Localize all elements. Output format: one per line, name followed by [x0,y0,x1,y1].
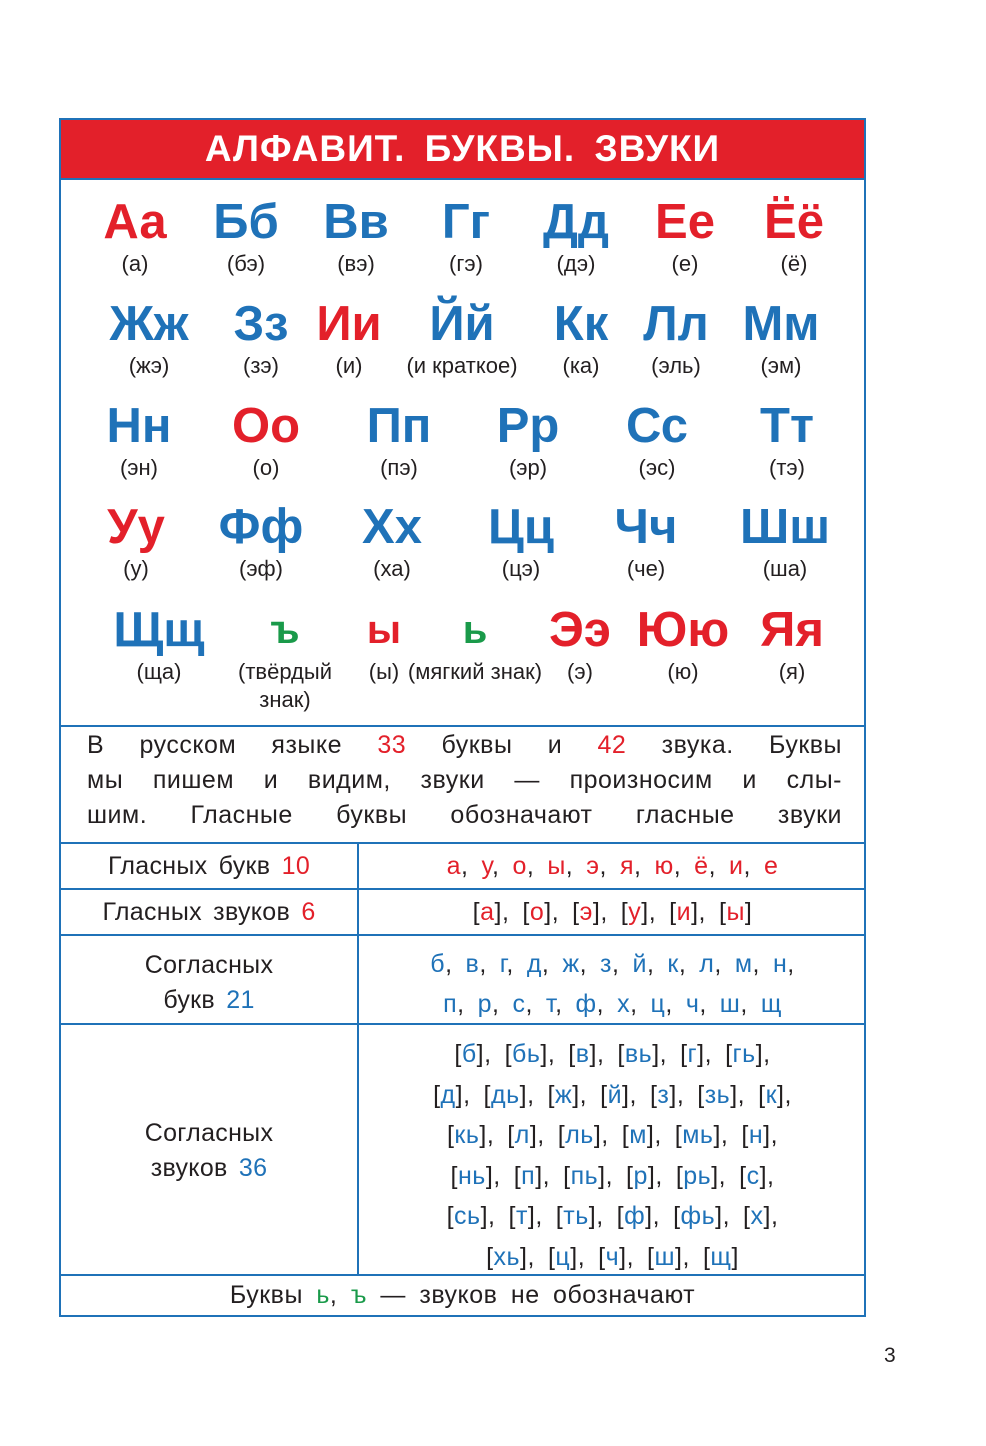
letter-glyph: Юю [636,603,730,657]
letter-item: ш [719,990,741,1018]
letter-item: д [526,950,542,978]
vowel-letters-list: а, у, о, ы, э, я, ю, ё, и, е [446,852,779,880]
letter-item: г [499,950,507,978]
alphabet-letter [339,398,459,482]
letter-item: б [430,950,446,978]
divider [61,888,864,890]
letter-glyph: ь [462,608,488,652]
letter-glyph: Йй [429,297,495,351]
letter-glyph: Шш [739,500,831,554]
letter-name: (че) [626,556,666,581]
letter-name: (ша) [762,556,808,581]
letter-item: о [512,852,527,880]
letter-item: ц [650,990,666,1018]
sound-item: х [750,1202,764,1230]
letter-name: (и краткое) [406,353,518,378]
letter-glyph: Бб [213,195,279,249]
letter-glyph: Кк [553,297,609,351]
alphabet-letter [289,296,409,380]
letter-item: р [477,990,492,1018]
letter-item: а [446,852,462,880]
letter-name: (эм) [760,353,802,378]
sound-item: в [575,1040,590,1068]
letter-glyph: Рр [496,399,560,453]
sounds-count: 42 [597,731,627,759]
sound-item: ч [605,1242,620,1271]
letter-name: (эф) [239,556,283,581]
info-text-part: В русском языке [87,731,343,759]
letter-name: (ка) [562,353,600,378]
letter-item: з [600,950,613,978]
divider [61,934,864,936]
letter-name: (бэ) [226,251,266,276]
letter-glyph: Мм [742,297,820,351]
letter-glyph: Чч [614,500,678,554]
letter-glyph: Тт [760,399,814,453]
letter-item: т [545,990,556,1018]
info-text-part: буквы и [441,731,563,759]
alphabet-letter [332,499,452,583]
footer-note: Буквы ь, ъ — звуков не обозначают [229,1281,696,1309]
sound-item: з [657,1080,670,1109]
sound-item: б [461,1040,477,1068]
letter-glyph: Жж [109,297,189,351]
list-line: [нь], [п], [пь], [р], [рь], [с], [450,1161,775,1190]
letter-name: (эн) [119,455,159,480]
letter-name: (а) [121,251,149,276]
list-line: [сь], [т], [ть], [ф], [фь], [х], [446,1202,779,1230]
sound-item: сь [454,1202,481,1230]
letter-name: (эр) [508,455,548,480]
letter-name: (и) [335,353,363,378]
alphabet-letter [89,296,209,380]
sound-item: а [480,898,495,926]
sound-item: г [687,1040,698,1068]
alphabet-letter [402,296,522,380]
letter-glyph: Вв [323,195,389,249]
letter-glyph: ы [366,608,402,652]
list-line: [б], [бь], [в], [вь], [г], [гь], [454,1040,771,1068]
letter-glyph: Щщ [113,603,205,657]
sound-item: ы [726,898,745,926]
letter-name: (тэ) [769,455,805,480]
alphabet-letter [616,296,736,380]
letter-name: (дэ) [556,251,596,276]
sound-item: н [748,1121,764,1149]
sound-item: у [628,898,642,926]
letter-name: (зэ) [243,353,279,378]
letter-glyph: Ии [316,297,382,351]
sound-item: с [746,1161,760,1190]
alphabet-letter [597,398,717,482]
list-line: [кь], [л], [ль], [м], [мь], [н], [446,1121,779,1149]
alphabet-letter [79,398,199,482]
letter-item: п [443,990,458,1018]
sound-item: вь [624,1040,653,1068]
letter-item: и [729,852,744,880]
divider [61,842,864,844]
sound-item: й [607,1080,623,1109]
alphabet-letter [732,602,852,686]
letter-item: ы [547,852,566,880]
letter-name: (ю) [667,659,699,684]
letter-name: (мягкий знак) [407,659,543,684]
letter-name: (твёрдый знак) [238,659,332,712]
letter-name: (жэ) [128,353,170,378]
info-text [87,728,842,833]
letter-name: (э) [567,659,593,684]
sound-item: ль [565,1121,594,1149]
alphabet-letter [99,602,219,686]
poster-title: АЛФАВИТ. БУКВЫ. ЗВУКИ [61,120,864,180]
consonant-letters-label: Согласных букв 21 [144,951,274,1014]
sound-item: кь [454,1121,480,1149]
letter-item: й [632,950,647,978]
letter-name: (гэ) [449,251,483,276]
info-text-part: звука. Буквы [661,731,843,759]
list-line: п, р, с, т, ф, х, ц, ч, ш, щ [443,990,782,1018]
alphabet-letter [520,602,640,686]
letter-glyph: Ээ [549,603,611,657]
sound-item: фь [680,1202,716,1230]
sound-item: и [676,898,692,926]
sound-item: дь [490,1080,520,1109]
vowel-sounds-label: Гласных звуков 6 [102,898,316,926]
alphabet-letter [296,194,416,278]
alphabet-letter [721,296,841,380]
letter-glyph: Яя [760,603,824,657]
alphabet-letter [75,194,195,278]
vowel-letters-label: Гласных букв 10 [107,852,311,880]
sound-item: д [440,1080,456,1109]
letter-name: (е) [671,251,699,276]
alphabet-letter [201,499,321,583]
alphabet-letter [461,499,581,583]
letter-name: (у) [123,556,149,581]
letter-name: (о) [252,455,280,480]
letter-item: х [617,990,631,1018]
sound-item: ц [555,1242,571,1271]
consonant-sounds-list [359,1034,866,1277]
sound-item: ть [563,1202,589,1230]
alphabet-letter [625,194,745,278]
letter-name: (цэ) [501,556,541,581]
letter-item: ч [685,990,700,1018]
sound-item: м [629,1121,647,1149]
letter-name: (эс) [638,455,676,480]
letter-glyph: Цц [488,500,554,554]
sound-item: пь [570,1161,599,1190]
sound-item: л [514,1121,530,1149]
letter-item: л [699,950,715,978]
sound-item: нь [457,1161,486,1190]
sound-item: ф [624,1202,646,1230]
letter-name: (ё) [780,251,808,276]
alphabet-letter [734,194,854,278]
sound-item: т [515,1202,528,1230]
sound-item: бь [512,1040,541,1068]
letter-glyph: Сс [626,399,688,453]
letter-item: ф [575,990,597,1018]
letter-name: (ща) [136,659,182,684]
letter-item: к [667,950,679,978]
letter-name: (ха) [373,556,411,581]
consonant-letters-list [359,944,866,1024]
sound-item: рь [683,1161,712,1190]
letter-item: ё [694,852,709,880]
alphabet-letter [206,398,326,482]
page-number: 3 [884,1344,896,1367]
letter-item: я [619,852,634,880]
letter-item: н [772,950,788,978]
info-line-2: мы пишем и видим, звуки — произносим и слы- [87,766,842,794]
letter-item: в [465,950,480,978]
letter-item: щ [760,990,782,1018]
letter-item: ж [562,950,580,978]
letter-name: (вэ) [337,251,375,276]
letter-glyph: Ёё [763,195,825,249]
letter-item: э [586,852,600,880]
sound-item: мь [682,1121,714,1149]
alphabet-letter [623,602,743,686]
letter-glyph: Зз [233,297,289,351]
letter-glyph: Лл [643,297,709,351]
letter-name: (эль) [651,353,701,378]
sound-item: э [579,898,593,926]
soft-sign: ь [316,1281,330,1309]
sound-item: ж [554,1080,573,1109]
alphabet-letter [76,499,196,583]
letter-glyph: Пп [366,399,432,453]
divider [61,725,864,727]
vowel-sounds-list: [а], [о], [э], [у], [и], [ы] [472,898,753,926]
info-line-3: шим. Гласные буквы обозначают гласные звуки [87,801,842,829]
sound-item: п [521,1161,536,1190]
sound-item: р [633,1161,648,1190]
letter-glyph: Гг [441,195,491,249]
letters-count: 33 [377,731,407,759]
list-line: б, в, г, д, ж, з, й, к, л, м, н, [430,950,795,978]
sound-item: о [529,898,545,926]
alphabet-letter [516,194,636,278]
alphabet-letter [406,194,526,278]
letter-glyph: Хх [362,500,422,554]
letter-glyph: Оо [231,399,301,453]
letter-glyph: Аа [103,195,167,249]
sound-item: гь [732,1040,756,1068]
letter-glyph: ъ [270,608,300,652]
alphabet-poster [59,118,866,1317]
letter-item: у [481,852,492,880]
letter-glyph: Ее [655,195,715,249]
list-line: [хь], [ц], [ч], [ш], [щ] [486,1242,739,1271]
letter-name: (я) [778,659,806,684]
alphabet-letter [586,499,706,583]
letter-name: (пэ) [380,455,418,480]
sound-item: щ [710,1242,732,1271]
letter-item: ю [654,852,674,880]
alphabet-letter [727,398,847,482]
letter-glyph: Уу [107,500,165,554]
sound-item: ш [654,1242,676,1271]
letter-item: м [734,950,753,978]
letter-item: с [512,990,526,1018]
hard-sign: ъ [350,1281,367,1309]
letter-glyph: Дд [542,195,609,249]
letter-item: е [763,852,779,880]
list-line: [д], [дь], [ж], [й], [з], [зь], [к], [433,1080,792,1109]
sound-item: хь [493,1242,521,1271]
alphabet-letter [186,194,306,278]
sound-item: к [765,1080,778,1109]
sound-item: зь [704,1080,731,1109]
letter-glyph: Фф [218,500,304,554]
letter-name: (ы) [368,659,400,684]
letter-glyph: Нн [106,399,172,453]
consonant-sounds-label: Согласных звуков 36 [144,1119,274,1182]
alphabet-letter [725,499,845,583]
alphabet-letter [468,398,588,482]
